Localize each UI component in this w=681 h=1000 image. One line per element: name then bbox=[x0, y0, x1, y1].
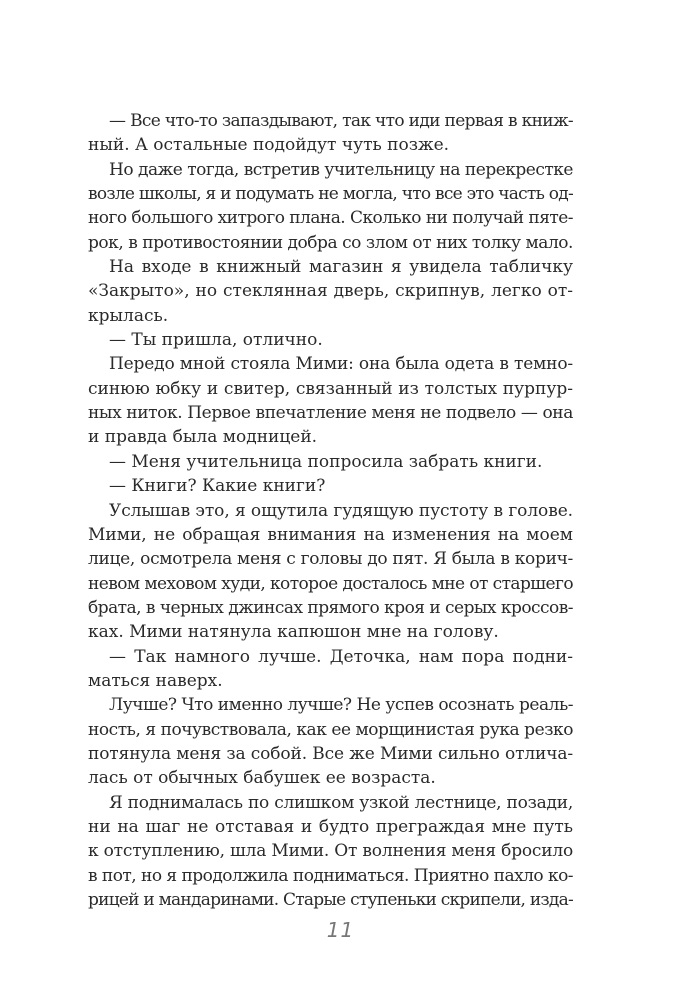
text-line: рок, в противостоянии добра со злом от них толку мало. bbox=[88, 232, 573, 253]
text-line: — Ты пришла, отлично. bbox=[109, 330, 323, 351]
text-line: синюю юбку и свитер, связанный из толстых пурпур- bbox=[88, 378, 573, 399]
text-line: ного большого хитрого плана. Сколько ни получай пяте- bbox=[88, 208, 573, 229]
text-line: — Книги? Какие книги? bbox=[109, 476, 326, 497]
text-line: брата, в черных джинсах прямого кроя и серых кроссов- bbox=[88, 597, 573, 618]
text-line: — Меня учительница попросила забрать книги. bbox=[109, 451, 543, 472]
text-line: Передо мной стояла Мими: она была одета в темно- bbox=[109, 354, 573, 375]
text-line: Услышав это, я ощутила гудящую пустоту в голове. bbox=[109, 500, 573, 521]
text-line: в пот, но я продолжила подниматься. Приятно пахло ко- bbox=[88, 865, 573, 886]
text-line: Лучше? Что именно лучше? Не успев осознать реаль- bbox=[109, 695, 573, 716]
text-line: ни на шаг не отставая и будто преграждая мне путь bbox=[88, 816, 573, 837]
text-line: потянула меня за собой. Все же Мими сильно отлича- bbox=[88, 743, 573, 764]
text-line: маться наверх. bbox=[88, 670, 223, 691]
text-line: лась от обычных бабушек ее возраста. bbox=[88, 768, 436, 789]
text-line: — Все что-то запаздывают, так что иди первая в книж- bbox=[109, 111, 573, 131]
body-text bbox=[88, 109, 573, 912]
text-line: На входе в книжный магазин я увидела табличку bbox=[109, 257, 573, 278]
text-line: Мими, не обращая внимания на изменения на моем bbox=[88, 524, 573, 545]
text-line: к отступлению, шла Мими. От волнения меня бросило bbox=[88, 841, 573, 862]
text-line: возле школы, я и подумать не могла, что все это часть од- bbox=[88, 184, 573, 205]
text-line: ках. Мими натянула капюшон мне на голову. bbox=[88, 622, 499, 643]
text-line: ных ниток. Первое впечатление меня не подвело — она bbox=[88, 403, 573, 424]
text-line: ность, я почувствовала, как ее морщинистая рука резко bbox=[88, 719, 573, 740]
text-line: ный. А остальные подойдут чуть позже. bbox=[88, 135, 450, 156]
text-line: и правда была модницей. bbox=[88, 427, 318, 448]
text-line: рицей и мандаринами. Старые ступеньки скрипели, изда- bbox=[88, 890, 573, 910]
text-line: «Закрыто», но стеклянная дверь, скрипнув, легко от- bbox=[88, 281, 573, 302]
text-line: невом меховом худи, которое досталось мне от старшего bbox=[88, 573, 573, 594]
text-line: Но даже тогда, встретив учительницу на перекрестке bbox=[109, 159, 574, 180]
page-number: 11 bbox=[326, 918, 355, 942]
text-line: лице, осмотрела меня с головы до пят. Я была в корич- bbox=[88, 549, 573, 570]
text-line: Я поднималась по слишком узкой лестнице, позади, bbox=[109, 792, 573, 813]
text-line: — Так намного лучше. Деточка, нам пора подни- bbox=[109, 646, 573, 667]
text-line: крылась. bbox=[88, 305, 169, 326]
